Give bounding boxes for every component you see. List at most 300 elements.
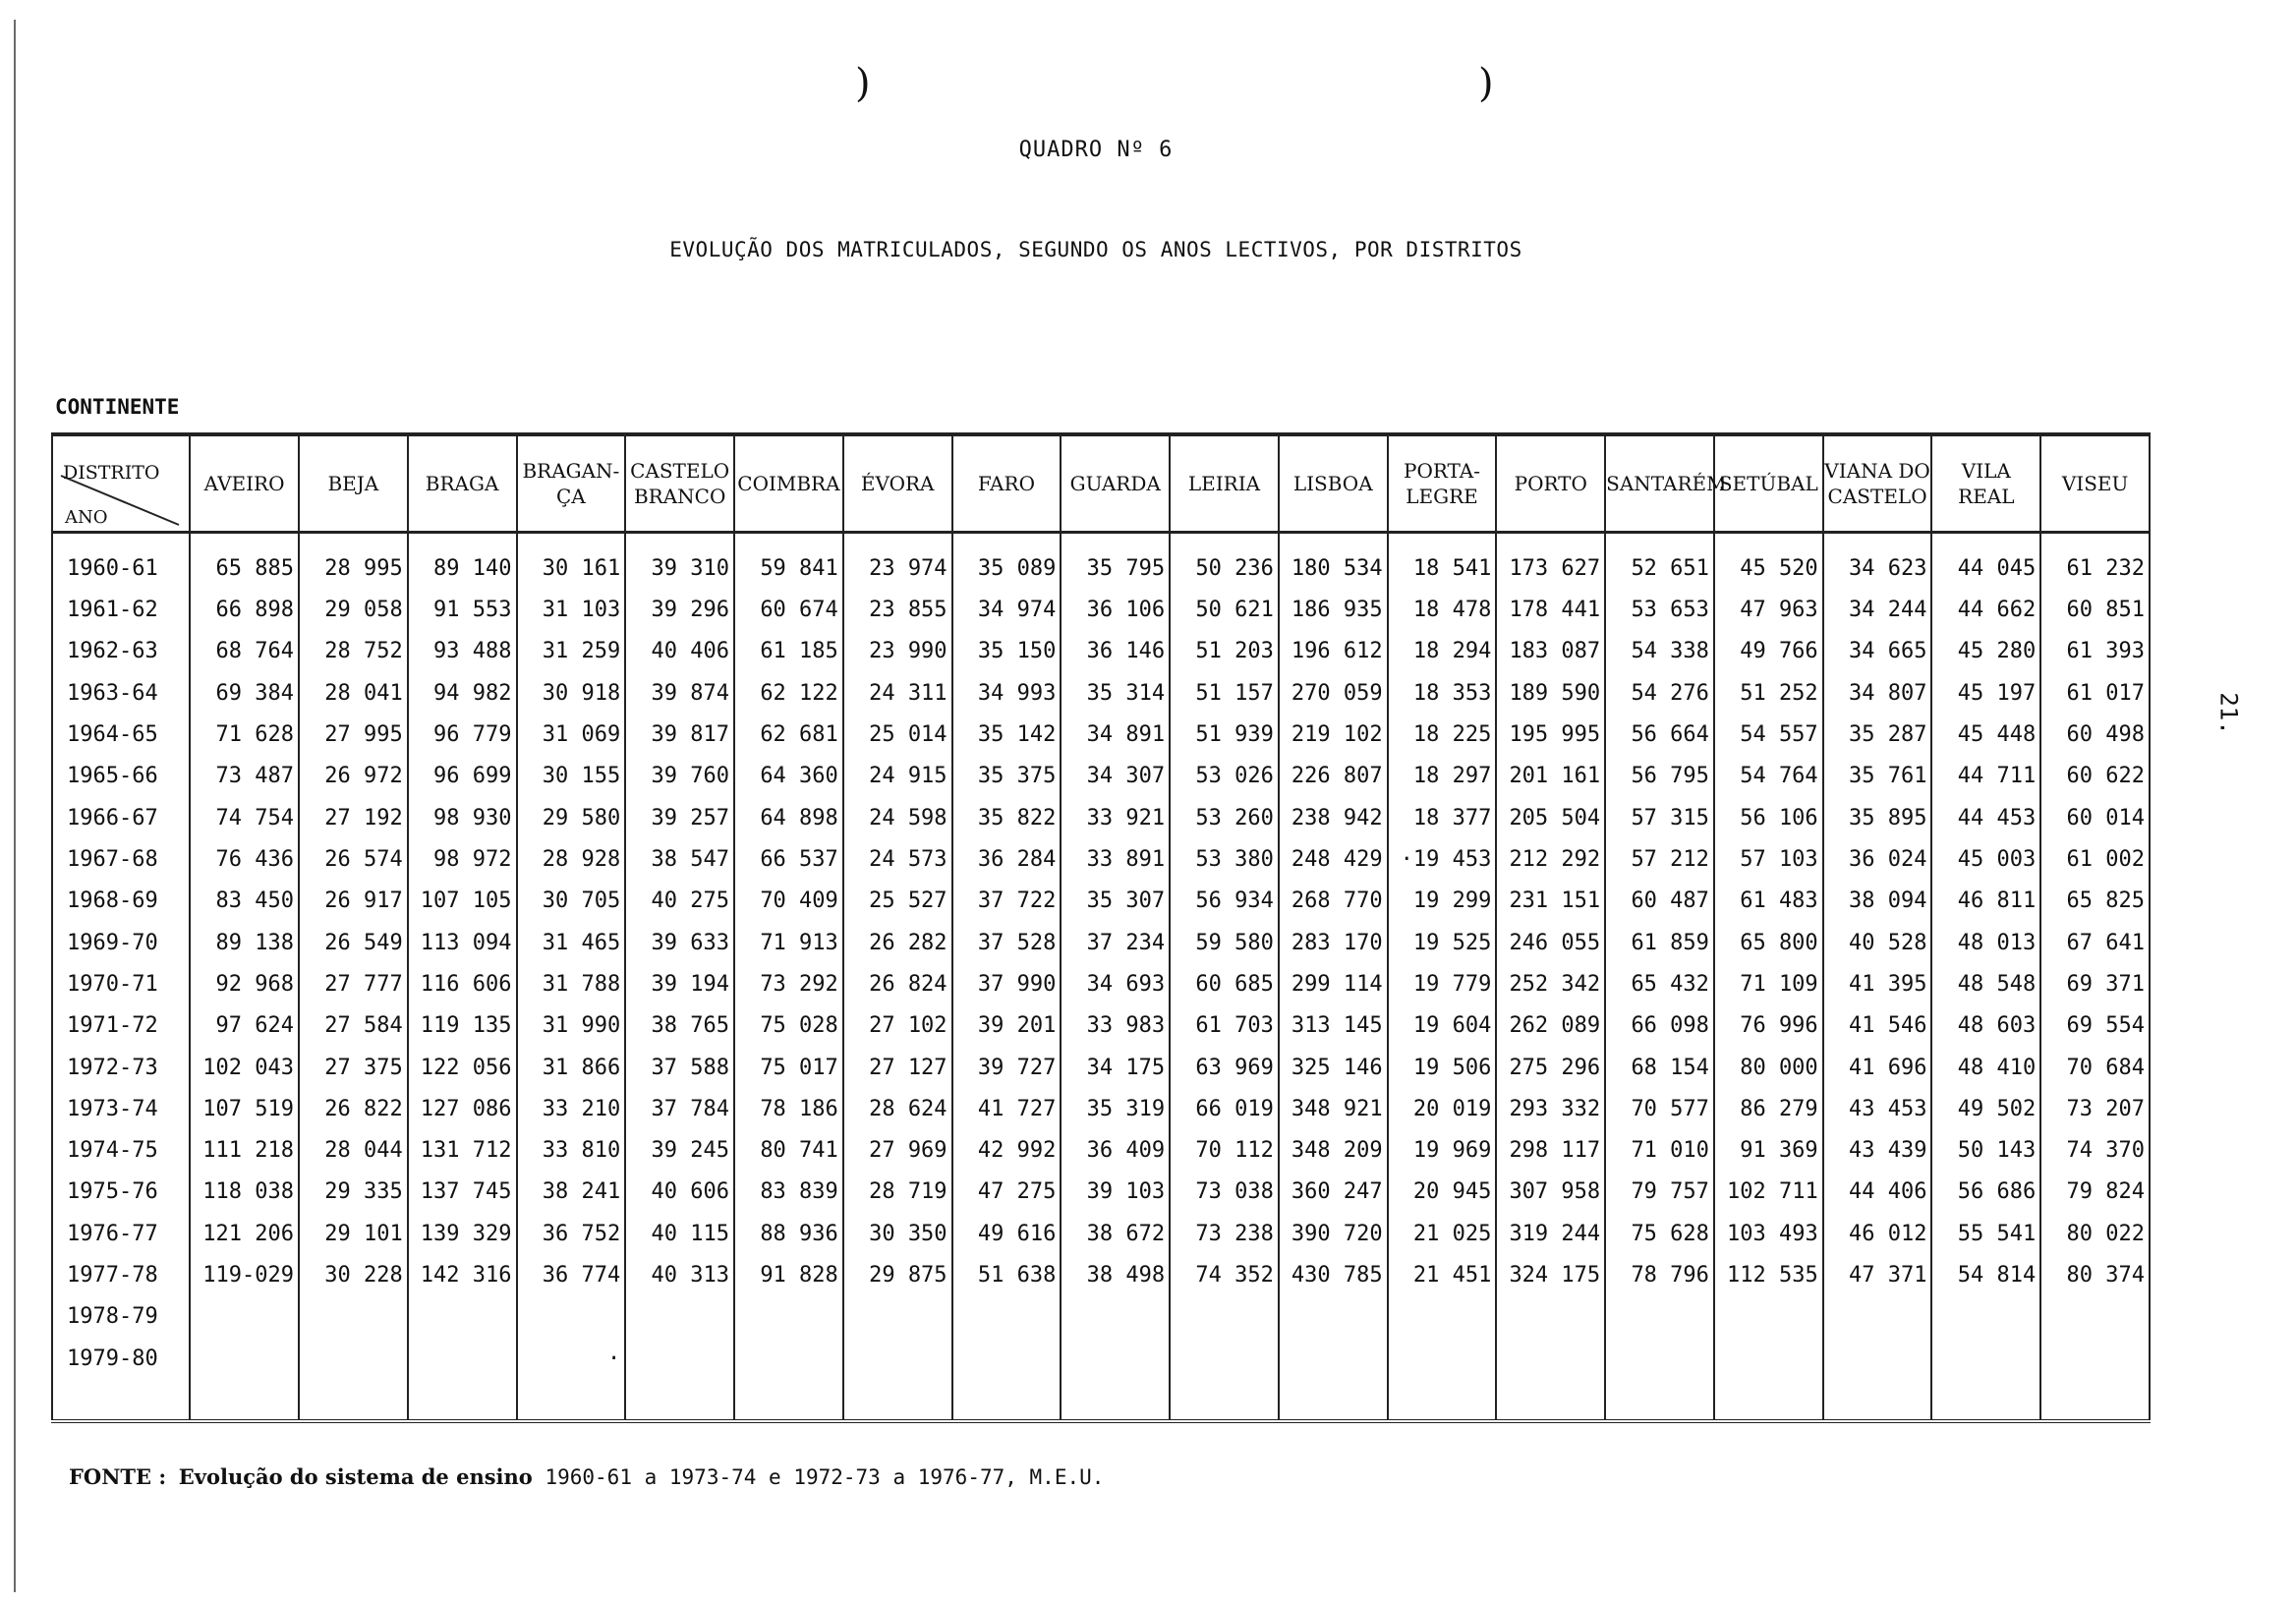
value-cell	[1388, 1338, 1497, 1379]
value-cell: 112 535	[1714, 1254, 1823, 1295]
value-cell: 52 651	[1605, 533, 1714, 590]
value-cell: 31 103	[517, 589, 626, 630]
value-cell: 49 766	[1714, 631, 1823, 672]
value-cell: 54 557	[1714, 714, 1823, 755]
value-cell: 37 784	[625, 1088, 734, 1129]
value-cell: 46 012	[1823, 1213, 1932, 1254]
value-cell	[1496, 1338, 1605, 1379]
source-title: Evolução do sistema de ensino	[178, 1464, 533, 1489]
value-cell: 29 580	[517, 797, 626, 838]
spacer-cell	[1496, 1379, 1605, 1421]
column-header-label: SETÚBAL	[1718, 472, 1818, 495]
value-cell: 43 453	[1823, 1088, 1932, 1129]
value-cell: 91 828	[734, 1254, 843, 1295]
value-cell: 89 140	[408, 533, 517, 590]
value-cell: 28 624	[843, 1088, 952, 1129]
section-label: CONTINENTE	[55, 395, 180, 419]
value-cell: 63 969	[1170, 1047, 1279, 1088]
column-header-label: VILA	[1961, 459, 2011, 483]
column-header-label: ÇA	[556, 485, 586, 508]
value-cell: 76 996	[1714, 1005, 1823, 1047]
value-cell: 139 329	[408, 1213, 517, 1254]
value-cell: 96 699	[408, 756, 517, 797]
column-header	[1279, 434, 1388, 533]
value-cell: 111 218	[190, 1130, 299, 1172]
value-cell: 61 703	[1170, 1005, 1279, 1047]
value-cell: 34 974	[952, 589, 1062, 630]
year-cell: 1972-73	[52, 1047, 190, 1088]
year-cell: 1960-61	[52, 533, 190, 590]
value-cell: 34 891	[1061, 714, 1170, 755]
year-cell: 1967-68	[52, 838, 190, 880]
value-cell: 35 089	[952, 533, 1062, 590]
spacer-cell	[1823, 1379, 1932, 1421]
value-cell	[1931, 1338, 2040, 1379]
value-cell: 33 891	[1061, 838, 1170, 880]
value-cell: 50 621	[1170, 589, 1279, 630]
value-cell: 66 898	[190, 589, 299, 630]
value-cell: 44 711	[1931, 756, 2040, 797]
value-cell: 61 002	[2040, 838, 2150, 880]
value-cell: 29 101	[299, 1213, 408, 1254]
table-row	[52, 838, 2150, 880]
value-cell: 66 019	[1170, 1088, 1279, 1129]
value-cell: 64 898	[734, 797, 843, 838]
value-cell: 39 103	[1061, 1172, 1170, 1213]
value-cell	[299, 1296, 408, 1338]
value-cell: 324 175	[1496, 1254, 1605, 1295]
value-cell: 34 623	[1823, 533, 1932, 590]
value-cell: 33 921	[1061, 797, 1170, 838]
value-cell: 40 313	[625, 1254, 734, 1295]
value-cell: 34 307	[1061, 756, 1170, 797]
value-cell: 268 770	[1279, 881, 1388, 922]
value-cell: 39 727	[952, 1047, 1062, 1088]
paren-mark-left: )	[855, 61, 871, 106]
value-cell: 360 247	[1279, 1172, 1388, 1213]
value-cell	[1714, 1338, 1823, 1379]
value-cell: 36 024	[1823, 838, 1932, 880]
column-header	[1823, 434, 1932, 533]
value-cell: 74 370	[2040, 1130, 2150, 1172]
value-cell: 36 409	[1061, 1130, 1170, 1172]
value-cell: 30 161	[517, 533, 626, 590]
value-cell: 27 375	[299, 1047, 408, 1088]
value-cell	[1496, 1296, 1605, 1338]
value-cell: 41 727	[952, 1088, 1062, 1129]
value-cell: 27 584	[299, 1005, 408, 1047]
value-cell: 21 025	[1388, 1213, 1497, 1254]
column-header-label: COIMBRA	[737, 472, 840, 495]
data-table	[51, 432, 2151, 1423]
value-cell: 38 672	[1061, 1213, 1170, 1254]
table-row	[52, 1296, 2150, 1338]
corner-header	[52, 434, 190, 533]
column-header	[1388, 434, 1497, 533]
value-cell: 178 441	[1496, 589, 1605, 630]
value-cell: ·19 453	[1388, 838, 1497, 880]
value-cell: 348 921	[1279, 1088, 1388, 1129]
column-header	[1170, 434, 1279, 533]
value-cell: 47 275	[952, 1172, 1062, 1213]
value-cell: 86 279	[1714, 1088, 1823, 1129]
value-cell: 38 765	[625, 1005, 734, 1047]
value-cell: 79 824	[2040, 1172, 2150, 1213]
value-cell: 98 972	[408, 838, 517, 880]
value-cell: 74 352	[1170, 1254, 1279, 1295]
value-cell: 195 995	[1496, 714, 1605, 755]
column-header	[843, 434, 952, 533]
value-cell: 36 106	[1061, 589, 1170, 630]
value-cell: 42 992	[952, 1130, 1062, 1172]
value-cell: 23 855	[843, 589, 952, 630]
column-header-label: BRAGA	[425, 472, 499, 495]
value-cell: 25 527	[843, 881, 952, 922]
table-row	[52, 672, 2150, 714]
value-cell: 34 693	[1061, 963, 1170, 1004]
year-cell: 1975-76	[52, 1172, 190, 1213]
value-cell: 53 260	[1170, 797, 1279, 838]
spacer-cell	[1061, 1379, 1170, 1421]
value-cell: 119 135	[408, 1005, 517, 1047]
value-cell: 27 102	[843, 1005, 952, 1047]
column-header-label: VIANA DO	[1824, 459, 1930, 483]
value-cell: 231 151	[1496, 881, 1605, 922]
value-cell: 30 918	[517, 672, 626, 714]
column-header-label: SANTARÉM	[1606, 472, 1727, 495]
value-cell: 248 429	[1279, 838, 1388, 880]
table-number: QUADRO Nº 6	[1018, 138, 1174, 162]
year-cell: 1977-78	[52, 1254, 190, 1295]
spacer-cell	[52, 1379, 190, 1421]
value-cell: 31 465	[517, 922, 626, 963]
value-cell: 107 105	[408, 881, 517, 922]
value-cell: 88 936	[734, 1213, 843, 1254]
value-cell: 19 969	[1388, 1130, 1497, 1172]
value-cell: 18 541	[1388, 533, 1497, 590]
table-row	[52, 1047, 2150, 1088]
value-cell: 74 754	[190, 797, 299, 838]
value-cell: 18 294	[1388, 631, 1497, 672]
value-cell: 47 963	[1714, 589, 1823, 630]
value-cell: 70 112	[1170, 1130, 1279, 1172]
source-text: 1960-61 a 1973-74 e 1972-73 a 1976-77, M.E.U.	[532, 1465, 1105, 1489]
value-cell: 40 275	[625, 881, 734, 922]
value-cell: 70 577	[1605, 1088, 1714, 1129]
column-header	[190, 434, 299, 533]
value-cell: 30 155	[517, 756, 626, 797]
year-cell: 1976-77	[52, 1213, 190, 1254]
value-cell: 131 712	[408, 1130, 517, 1172]
value-cell: 44 662	[1931, 589, 2040, 630]
value-cell: 48 410	[1931, 1047, 2040, 1088]
value-cell: 70 684	[2040, 1047, 2150, 1088]
column-header-label: CASTELO	[630, 459, 730, 483]
column-header-label: FARO	[977, 472, 1035, 495]
value-cell: 71 010	[1605, 1130, 1714, 1172]
value-cell: 92 968	[190, 963, 299, 1004]
value-cell: 54 814	[1931, 1254, 2040, 1295]
value-cell: 390 720	[1279, 1213, 1388, 1254]
value-cell: 66 098	[1605, 1005, 1714, 1047]
value-cell: 65 885	[190, 533, 299, 590]
value-cell: 60 487	[1605, 881, 1714, 922]
value-cell: 275 296	[1496, 1047, 1605, 1088]
value-cell	[408, 1338, 517, 1379]
value-cell: 45 520	[1714, 533, 1823, 590]
value-cell: 65 432	[1605, 963, 1714, 1004]
table-row	[52, 1172, 2150, 1213]
value-cell: 54 338	[1605, 631, 1714, 672]
column-header-label: PORTO	[1514, 472, 1587, 495]
value-cell: 97 624	[190, 1005, 299, 1047]
value-cell: 67 641	[2040, 922, 2150, 963]
value-cell	[1823, 1338, 1932, 1379]
spacer-cell	[1714, 1379, 1823, 1421]
value-cell: 73 292	[734, 963, 843, 1004]
value-cell: 55 541	[1931, 1213, 2040, 1254]
value-cell: 68 154	[1605, 1047, 1714, 1088]
table-body	[52, 533, 2150, 1422]
table-row	[52, 881, 2150, 922]
value-cell: 19 525	[1388, 922, 1497, 963]
value-cell: 36 774	[517, 1254, 626, 1295]
value-cell: 61 859	[1605, 922, 1714, 963]
value-cell: 69 554	[2040, 1005, 2150, 1047]
value-cell: 65 800	[1714, 922, 1823, 963]
value-cell	[2040, 1338, 2150, 1379]
page-number: 21.	[2214, 692, 2243, 735]
spacer-cell	[408, 1379, 517, 1421]
value-cell: 44 453	[1931, 797, 2040, 838]
value-cell: 80 741	[734, 1130, 843, 1172]
table-row	[52, 714, 2150, 755]
value-cell	[952, 1296, 1062, 1338]
value-cell: 50 143	[1931, 1130, 2040, 1172]
value-cell: 53 026	[1170, 756, 1279, 797]
value-cell: 56 106	[1714, 797, 1823, 838]
value-cell: 38 094	[1823, 881, 1932, 922]
value-cell: 56 795	[1605, 756, 1714, 797]
value-cell: 196 612	[1279, 631, 1388, 672]
table-row	[52, 1213, 2150, 1254]
value-cell	[1170, 1296, 1279, 1338]
value-cell: 31 259	[517, 631, 626, 672]
value-cell: 69 371	[2040, 963, 2150, 1004]
value-cell: 119-029	[190, 1254, 299, 1295]
value-cell: 89 138	[190, 922, 299, 963]
value-cell: 180 534	[1279, 533, 1388, 590]
column-header	[299, 434, 408, 533]
value-cell: 39 633	[625, 922, 734, 963]
value-cell: 20 945	[1388, 1172, 1497, 1213]
value-cell: 28 995	[299, 533, 408, 590]
value-cell: 252 342	[1496, 963, 1605, 1004]
value-cell: 62 122	[734, 672, 843, 714]
value-cell	[1388, 1296, 1497, 1338]
year-cell: 1970-71	[52, 963, 190, 1004]
value-cell: 325 146	[1279, 1047, 1388, 1088]
value-cell: 34 175	[1061, 1047, 1170, 1088]
value-cell: 40 528	[1823, 922, 1932, 963]
value-cell: 54 764	[1714, 756, 1823, 797]
value-cell: 69 384	[190, 672, 299, 714]
value-cell: 24 573	[843, 838, 952, 880]
value-cell: 31 069	[517, 714, 626, 755]
value-cell: 283 170	[1279, 922, 1388, 963]
value-cell: 31 788	[517, 963, 626, 1004]
value-cell: 21 451	[1388, 1254, 1497, 1295]
value-cell: 96 779	[408, 714, 517, 755]
value-cell: 51 939	[1170, 714, 1279, 755]
value-cell: 33 210	[517, 1088, 626, 1129]
value-cell: 57 212	[1605, 838, 1714, 880]
value-cell: 28 752	[299, 631, 408, 672]
spacer-cell	[734, 1379, 843, 1421]
value-cell	[408, 1296, 517, 1338]
spacer-cell	[625, 1379, 734, 1421]
value-cell: 30 705	[517, 881, 626, 922]
value-cell: 186 935	[1279, 589, 1388, 630]
year-cell: 1963-64	[52, 672, 190, 714]
value-cell	[843, 1296, 952, 1338]
value-cell: 27 777	[299, 963, 408, 1004]
value-cell: 60 498	[2040, 714, 2150, 755]
year-cell: 1974-75	[52, 1130, 190, 1172]
spacer-cell	[1170, 1379, 1279, 1421]
value-cell: 226 807	[1279, 756, 1388, 797]
table-title: EVOLUÇÃO DOS MATRICULADOS, SEGUNDO OS ANOS LECTIVOS, POR DISTRITOS	[669, 238, 1522, 261]
value-cell: 43 439	[1823, 1130, 1932, 1172]
value-cell: 34 807	[1823, 672, 1932, 714]
value-cell	[734, 1338, 843, 1379]
value-cell	[299, 1338, 408, 1379]
column-header-label: AVEIRO	[203, 472, 285, 495]
value-cell	[1061, 1296, 1170, 1338]
value-cell: 23 990	[843, 631, 952, 672]
value-cell	[952, 1338, 1062, 1379]
value-cell: 50 236	[1170, 533, 1279, 590]
value-cell: 27 995	[299, 714, 408, 755]
value-cell	[1061, 1338, 1170, 1379]
value-cell	[1823, 1296, 1932, 1338]
value-cell: 262 089	[1496, 1005, 1605, 1047]
value-cell: 28 041	[299, 672, 408, 714]
value-cell: 48 013	[1931, 922, 2040, 963]
value-cell: 91 369	[1714, 1130, 1823, 1172]
value-cell: 37 990	[952, 963, 1062, 1004]
value-cell: 53 380	[1170, 838, 1279, 880]
spacer-cell	[190, 1379, 299, 1421]
value-cell	[1605, 1338, 1714, 1379]
value-cell: 44 045	[1931, 533, 2040, 590]
year-cell: 1961-62	[52, 589, 190, 630]
value-cell: 137 745	[408, 1172, 517, 1213]
value-cell: 29 058	[299, 589, 408, 630]
value-cell: 37 234	[1061, 922, 1170, 963]
table-row	[52, 533, 2150, 590]
value-cell: 35 795	[1061, 533, 1170, 590]
value-cell: 19 506	[1388, 1047, 1497, 1088]
value-cell: 83 450	[190, 881, 299, 922]
value-cell: 51 203	[1170, 631, 1279, 672]
spacer-cell	[1931, 1379, 2040, 1421]
value-cell: 41 546	[1823, 1005, 1932, 1047]
value-cell: 18 297	[1388, 756, 1497, 797]
value-cell: 39 296	[625, 589, 734, 630]
value-cell: 113 094	[408, 922, 517, 963]
value-cell: 61 393	[2040, 631, 2150, 672]
value-cell: 60 674	[734, 589, 843, 630]
value-cell: 35 287	[1823, 714, 1932, 755]
value-cell: 75 028	[734, 1005, 843, 1047]
value-cell: 37 588	[625, 1047, 734, 1088]
value-cell: 93 488	[408, 631, 517, 672]
value-cell: 35 375	[952, 756, 1062, 797]
value-cell: 61 017	[2040, 672, 2150, 714]
value-cell: 40 606	[625, 1172, 734, 1213]
column-header	[952, 434, 1062, 533]
value-cell: 48 548	[1931, 963, 2040, 1004]
value-cell: 65 825	[2040, 881, 2150, 922]
value-cell	[1279, 1296, 1388, 1338]
column-header-label: BEJA	[327, 472, 379, 495]
table-header	[52, 434, 2150, 533]
value-cell: 59 580	[1170, 922, 1279, 963]
value-cell: 38 498	[1061, 1254, 1170, 1295]
value-cell: 73 487	[190, 756, 299, 797]
value-cell	[517, 1296, 626, 1338]
paren-mark-right: )	[1478, 61, 1494, 106]
value-cell: 19 779	[1388, 963, 1497, 1004]
value-cell: 270 059	[1279, 672, 1388, 714]
value-cell: 83 839	[734, 1172, 843, 1213]
value-cell: 26 574	[299, 838, 408, 880]
value-cell: 39 760	[625, 756, 734, 797]
value-cell: 49 502	[1931, 1088, 2040, 1129]
year-cell: 1964-65	[52, 714, 190, 755]
value-cell: 41 395	[1823, 963, 1932, 1004]
value-cell: 79 757	[1605, 1172, 1714, 1213]
column-header	[2040, 434, 2150, 533]
value-cell: 25 014	[843, 714, 952, 755]
value-cell: 75 628	[1605, 1213, 1714, 1254]
value-cell: 78 796	[1605, 1254, 1714, 1295]
value-cell: 53 653	[1605, 589, 1714, 630]
column-header	[1061, 434, 1170, 533]
value-cell: 38 241	[517, 1172, 626, 1213]
value-cell: 23 974	[843, 533, 952, 590]
value-cell: 28 928	[517, 838, 626, 880]
value-cell: 49 616	[952, 1213, 1062, 1254]
spacer-cell	[517, 1379, 626, 1421]
value-cell: 299 114	[1279, 963, 1388, 1004]
value-cell: 24 311	[843, 672, 952, 714]
year-cell: 1966-67	[52, 797, 190, 838]
value-cell: 183 087	[1496, 631, 1605, 672]
value-cell: 18 353	[1388, 672, 1497, 714]
value-cell: 56 686	[1931, 1172, 2040, 1213]
value-cell: 71 628	[190, 714, 299, 755]
value-cell: 39 194	[625, 963, 734, 1004]
value-cell: 44 406	[1823, 1172, 1932, 1213]
corner-year-label: ANO	[65, 507, 108, 528]
value-cell: 46 811	[1931, 881, 2040, 922]
value-cell: 51 252	[1714, 672, 1823, 714]
column-header-label: REAL	[1958, 485, 2015, 508]
value-cell	[1605, 1296, 1714, 1338]
value-cell: 45 448	[1931, 714, 2040, 755]
